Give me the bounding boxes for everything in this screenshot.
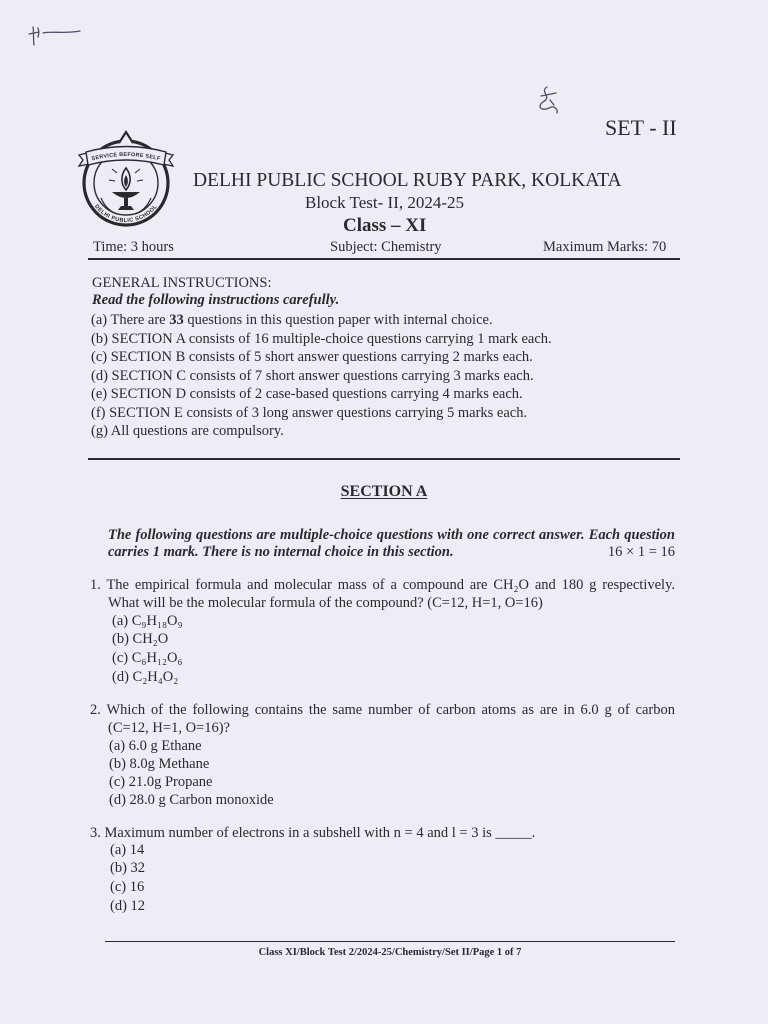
option-a: (a) C₉H₁₈O₉ — [112, 613, 183, 629]
instruction-item — [91, 311, 493, 329]
instruction-text: (a) There are — [91, 312, 170, 328]
exam-time: Time: 3 hours — [93, 239, 174, 255]
instruction-text: questions in this question paper with internal choice. — [183, 312, 493, 328]
logo-motto: SERVICE BEFORE SELF — [91, 151, 161, 163]
instruction-item: (e) SECTION D consists of 2 case-based questions carrying 4 marks each. — [91, 386, 523, 402]
section-instructions: The following questions are multiple-choice questions with one correct answer. Each question — [108, 527, 675, 543]
exam-name: Block Test- II, 2024-25 — [305, 193, 465, 212]
instruction-item: (g) All questions are compulsory. — [91, 423, 284, 439]
option-d: (d) C₂H₄O₂ — [112, 669, 179, 685]
section-instructions: carries 1 mark. There is no internal choice in this section. — [108, 544, 454, 560]
handwritten-scribble — [26, 22, 84, 48]
option-c: (c) C₆H₁₂O₆ — [112, 650, 183, 666]
handwritten-initials — [532, 84, 564, 116]
option-a: (a) 14 — [110, 842, 145, 858]
option-c: (c) 21.0g Propane — [109, 774, 213, 790]
option-d: (d) 12 — [110, 898, 146, 914]
question-text: 1. The empirical formula and molecular mass of a compound are CH₂O and 180 g respectively. — [90, 577, 675, 593]
option-b: (b) CH₂O — [112, 631, 169, 647]
option-b: (b) 8.0g Methane — [109, 756, 210, 772]
exam-subject: Subject: Chemistry — [330, 239, 442, 255]
question-count: 33 — [169, 312, 184, 328]
set-label: SET - II — [605, 115, 677, 140]
question-text: What will be the molecular formula of the compound? (C=12, H=1, O=16) — [108, 595, 543, 611]
header-divider — [88, 258, 680, 260]
question-text: 2. Which of the following contains the same number of carbon atoms as are in 6.0 g of carbon — [90, 702, 675, 718]
question-text: 3. Maximum number of electrons in a subshell with n = 4 and l = 3 is _____. — [90, 825, 536, 841]
logo-name: DELHI PUBLIC SCHOOL — [93, 203, 159, 225]
instruction-item: (f) SECTION E consists of 3 long answer questions carrying 5 marks each. — [91, 404, 528, 421]
question-text: (C=12, H=1, O=16)? — [108, 720, 230, 736]
option-b: (b) 32 — [110, 860, 146, 876]
instructions-subheading: Read the following instructions carefully. — [92, 292, 340, 308]
option-c: (c) 16 — [110, 879, 145, 895]
class-label: Class – XI — [343, 215, 427, 236]
instruction-item: (c) SECTION B consists of 5 short answer questions carrying 2 marks each. — [91, 349, 533, 365]
option-a: (a) 6.0 g Ethane — [109, 738, 202, 754]
section-divider — [88, 458, 680, 460]
footer-text: Class XI/Block Test 2/2024-25/Chemistry/Set II/Page 1 of 7 — [258, 947, 522, 958]
section-title: SECTION A — [340, 483, 428, 500]
section-marks: 16 × 1 = 16 — [607, 544, 675, 560]
instruction-item: (d) SECTION C consists of 7 short answer questions carrying 3 marks each. — [91, 367, 534, 384]
instruction-item: (b) SECTION A consists of 16 multiple-choice questions carrying 1 mark each. — [91, 330, 552, 347]
instructions-heading: GENERAL INSTRUCTIONS: — [92, 275, 272, 291]
max-marks: Maximum Marks: 70 — [543, 239, 667, 255]
school-name: DELHI PUBLIC SCHOOL RUBY PARK, KOLKATA — [193, 170, 622, 191]
option-d: (d) 28.0 g Carbon monoxide — [109, 792, 274, 808]
school-logo — [78, 128, 174, 228]
footer-divider — [105, 941, 675, 942]
